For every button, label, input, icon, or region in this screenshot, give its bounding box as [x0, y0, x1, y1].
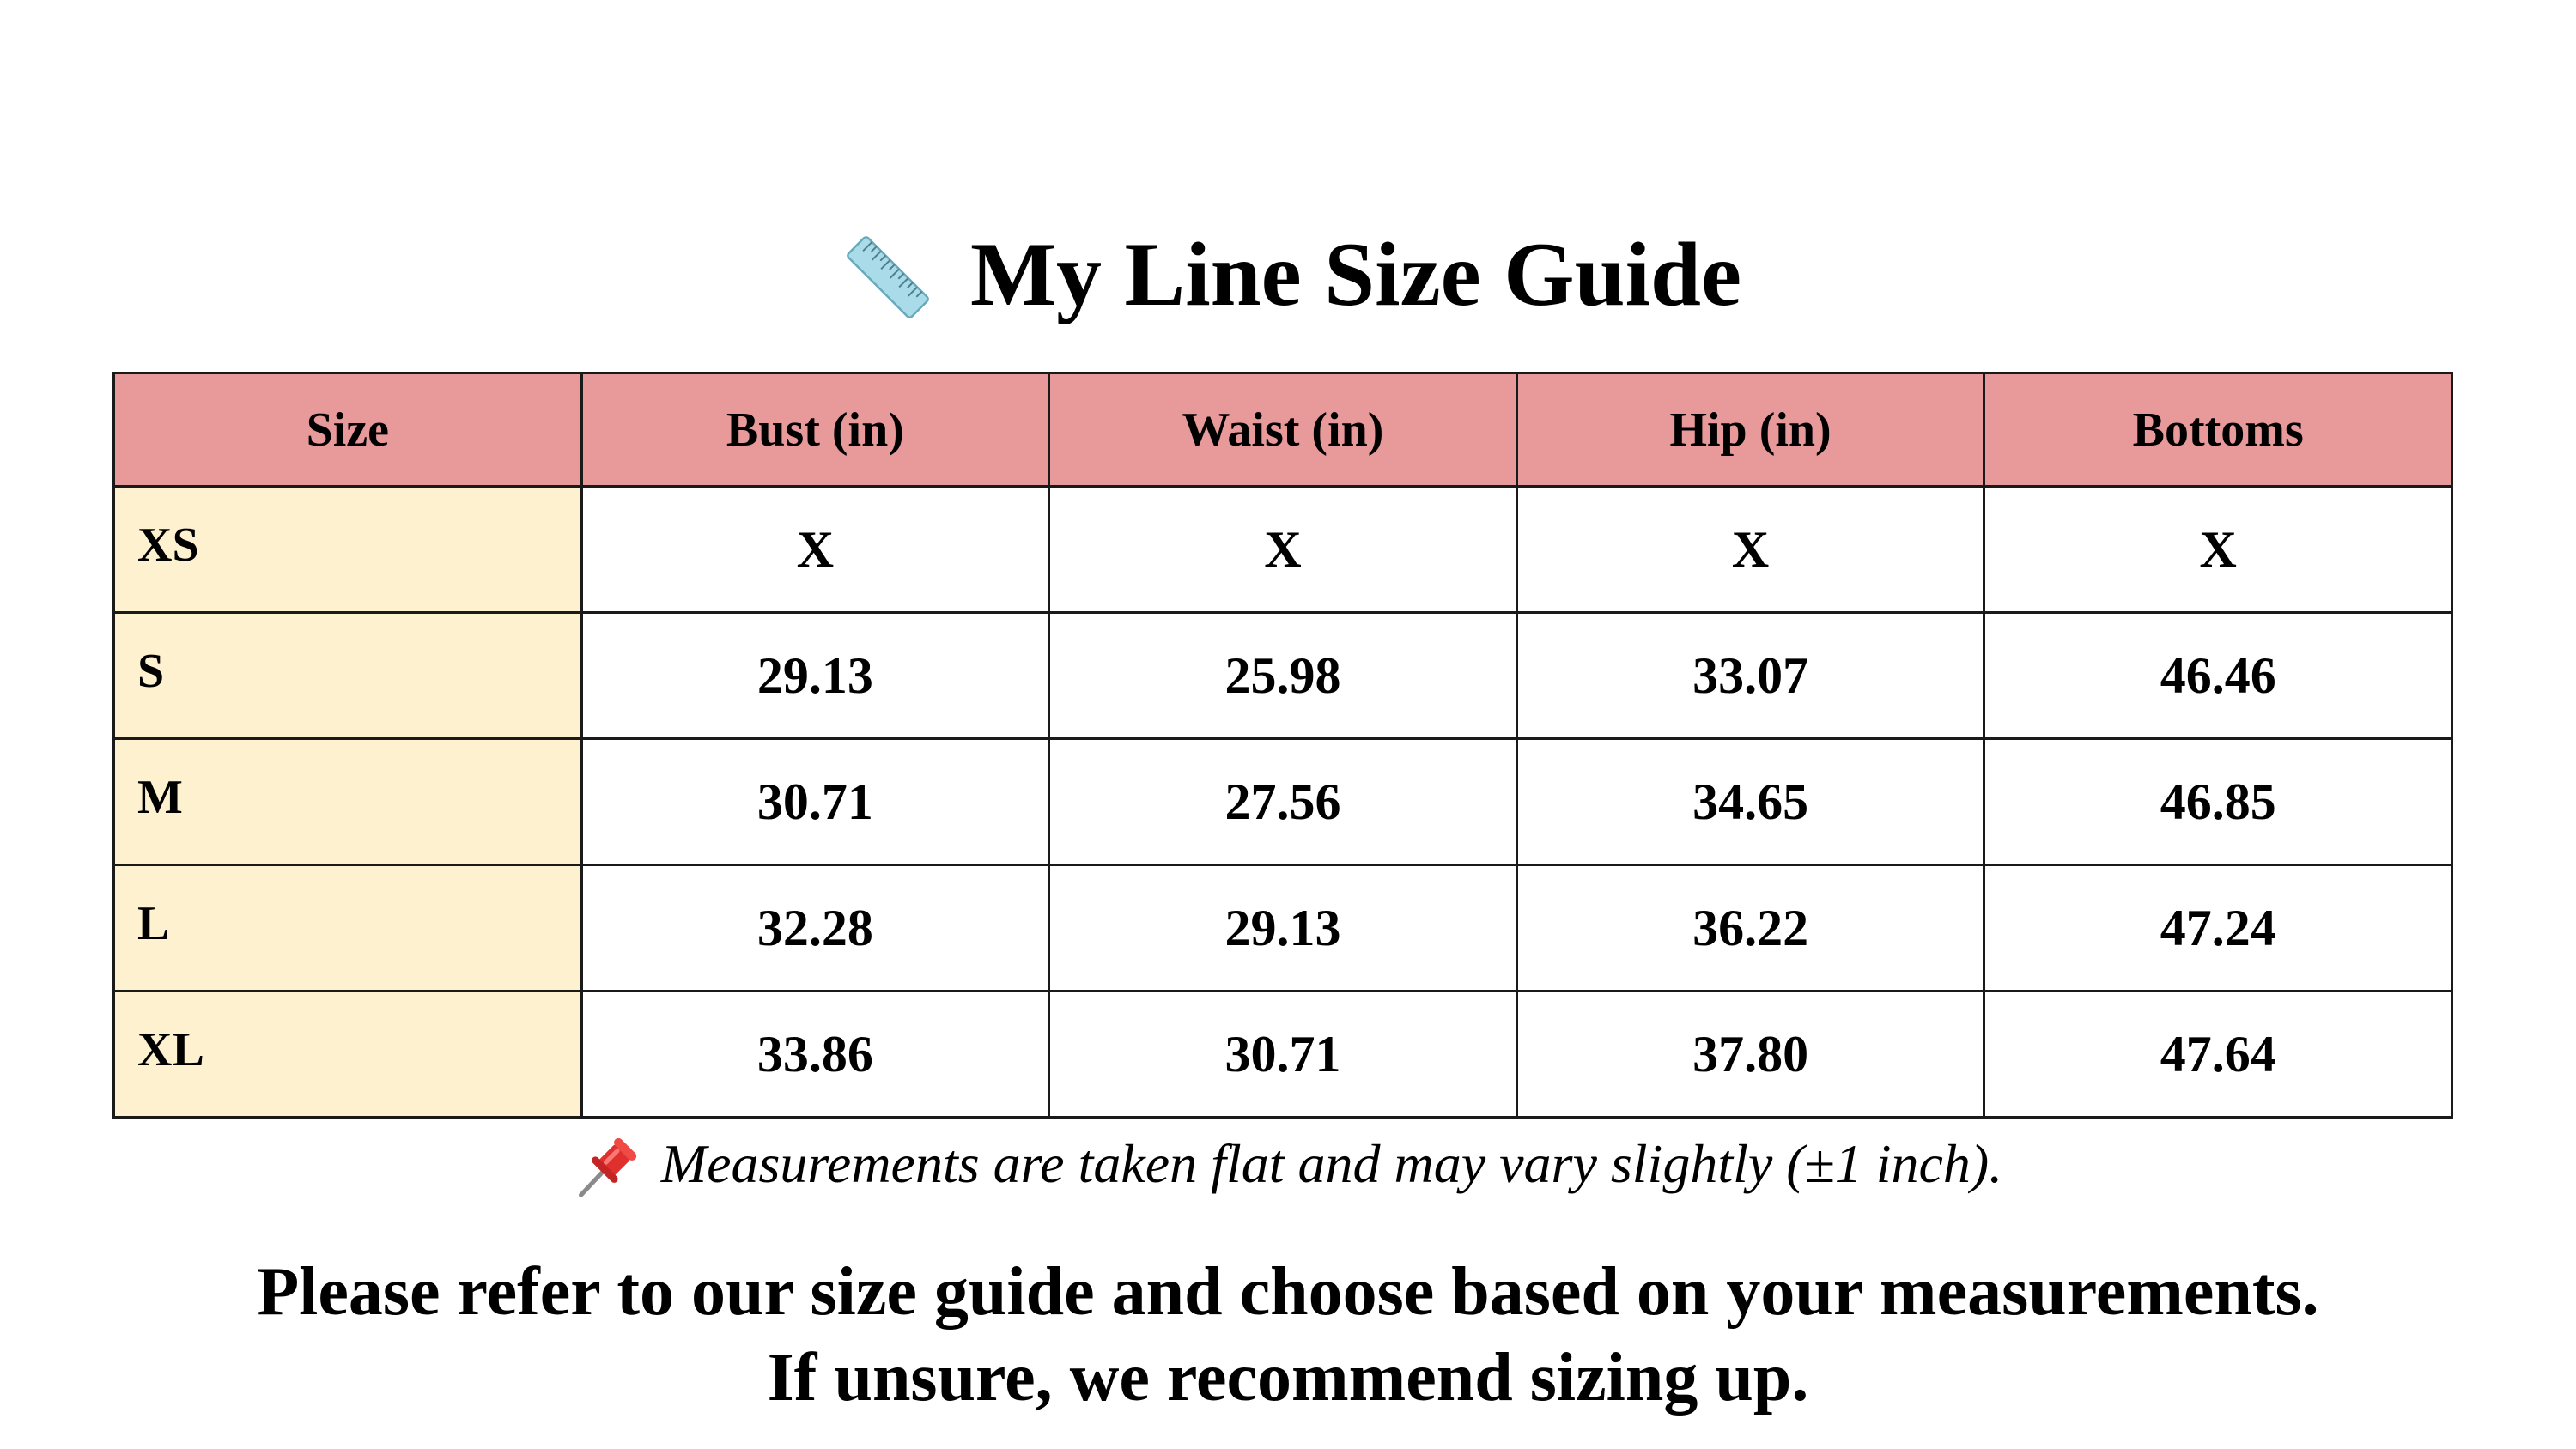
bottoms-cell: X: [1984, 487, 2452, 613]
bust-cell: X: [581, 487, 1049, 613]
waist-cell: 30.71: [1049, 991, 1517, 1118]
page-title: [0, 215, 2576, 335]
header-waist: Waist (in): [1049, 373, 1517, 487]
footer-line-2: If unsure, we recommend sizing up.: [767, 1340, 1809, 1416]
footer-message: [0, 1249, 2576, 1421]
pushpin-icon: [574, 1127, 647, 1201]
header-bust: Bust (in): [581, 373, 1049, 487]
bust-cell: 29.13: [581, 613, 1049, 739]
bust-cell: 33.86: [581, 991, 1049, 1118]
header-hip: Hip (in): [1516, 373, 1984, 487]
waist-cell: 25.98: [1049, 613, 1517, 739]
waist-cell: X: [1049, 487, 1517, 613]
bottoms-cell: 47.24: [1984, 865, 2452, 991]
table-row: [114, 991, 2452, 1118]
note-text: Measurements are taken flat and may vary slightly (±1 inch).: [660, 1133, 2003, 1194]
size-cell: M: [114, 739, 582, 865]
title-text: My Line Size Guide: [969, 224, 1742, 324]
bottoms-cell: 46.46: [1984, 613, 2452, 739]
table-row: [114, 739, 2452, 865]
size-cell: XL: [114, 991, 582, 1118]
hip-cell: X: [1516, 487, 1984, 613]
table-header-row: [114, 373, 2452, 487]
header-size: Size: [114, 373, 582, 487]
bust-cell: 32.28: [581, 865, 1049, 991]
size-cell: S: [114, 613, 582, 739]
hip-cell: 34.65: [1516, 739, 1984, 865]
size-cell: L: [114, 865, 582, 991]
table-row: [114, 613, 2452, 739]
bust-cell: 30.71: [581, 739, 1049, 865]
footer-line-1: Please refer to our size guide and choose based on your measurements.: [257, 1254, 2319, 1330]
size-table: [112, 372, 2453, 1119]
size-cell: XS: [114, 487, 582, 613]
waist-cell: 29.13: [1049, 865, 1517, 991]
table-row: [114, 487, 2452, 613]
waist-cell: 27.56: [1049, 739, 1517, 865]
table-row: [114, 865, 2452, 991]
hip-cell: 33.07: [1516, 613, 1984, 739]
bottoms-cell: 47.64: [1984, 991, 2452, 1118]
header-bottoms: Bottoms: [1984, 373, 2452, 487]
bottoms-cell: 46.85: [1984, 739, 2452, 865]
hip-cell: 37.80: [1516, 991, 1984, 1118]
measurement-note: [0, 1121, 2576, 1207]
ruler-icon: [835, 224, 941, 330]
hip-cell: 36.22: [1516, 865, 1984, 991]
